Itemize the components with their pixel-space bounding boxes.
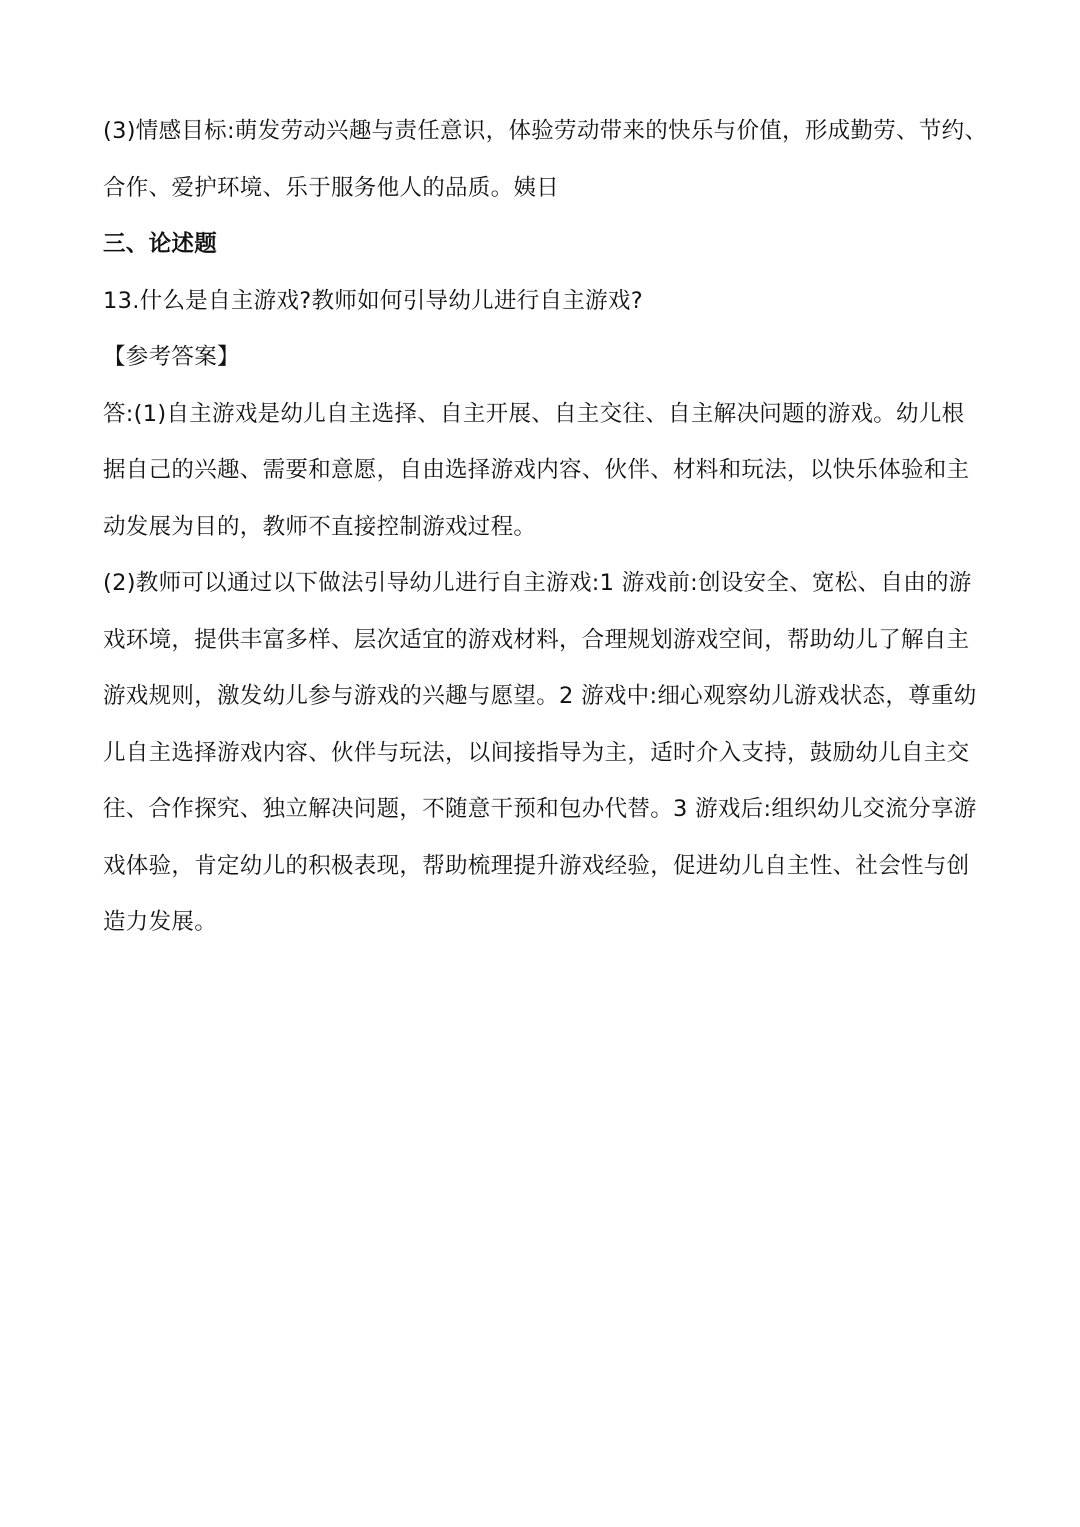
answer-line-6: 游戏规则，激发幼儿参与游戏的兴趣与愿望。2 游戏中:细心观察幼儿游戏状态，尊重幼 — [103, 683, 977, 709]
answer-line-5: 戏环境，提供丰富多样、层次适宜的游戏材料，合理规划游戏空间，帮助幼儿了解自主 — [103, 626, 970, 653]
text-line-emotion-goal-1: (3)情感目标:萌发劳动兴趣与责任意识，体验劳动带来的快乐与价值，形成勤劳、节约、 — [103, 118, 988, 144]
answer-line-1: 答:(1)自主游戏是幼儿自主选择、自主开展、自主交往、自主解决问题的游戏。幼儿根 — [103, 400, 965, 427]
section-heading: 三、论述题 — [103, 231, 218, 257]
answer-line-7: 儿自主选择游戏内容、伙伴与玩法，以间接指导为主，适时介入支持，鼓励幼儿自主交 — [103, 739, 970, 766]
reference-answer-label: 【参考答案】 — [103, 344, 240, 370]
answer-line-4: (2)教师可以通过以下做法引导幼儿进行自主游戏:1 游戏前:创设安全、宽松、自由的游 — [103, 570, 972, 596]
document-page — [103, 103, 988, 951]
text-line-emotion-goal-2: 合作、爱护环境、乐于服务他人的品质。姨日 — [103, 174, 560, 201]
answer-line-2: 据自己的兴趣、需要和意愿，自由选择游戏内容、伙伴、材料和玩法，以快乐体验和主 — [103, 457, 970, 483]
answer-line-9: 戏体验，肯定幼儿的积极表现，帮助梳理提升游戏经验，促进幼儿自主性、社会性与创 — [103, 852, 970, 879]
answer-line-8: 往、合作探究、独立解决问题，不随意干预和包办代替。3 游戏后:组织幼儿交流分享游 — [103, 796, 977, 822]
answer-line-10: 造力发展。 — [103, 909, 218, 935]
answer-line-3: 动发展为目的，教师不直接控制游戏过程。 — [103, 513, 537, 540]
question-title: 13.什么是自主游戏?教师如何引导幼儿进行自主游戏? — [103, 287, 643, 314]
